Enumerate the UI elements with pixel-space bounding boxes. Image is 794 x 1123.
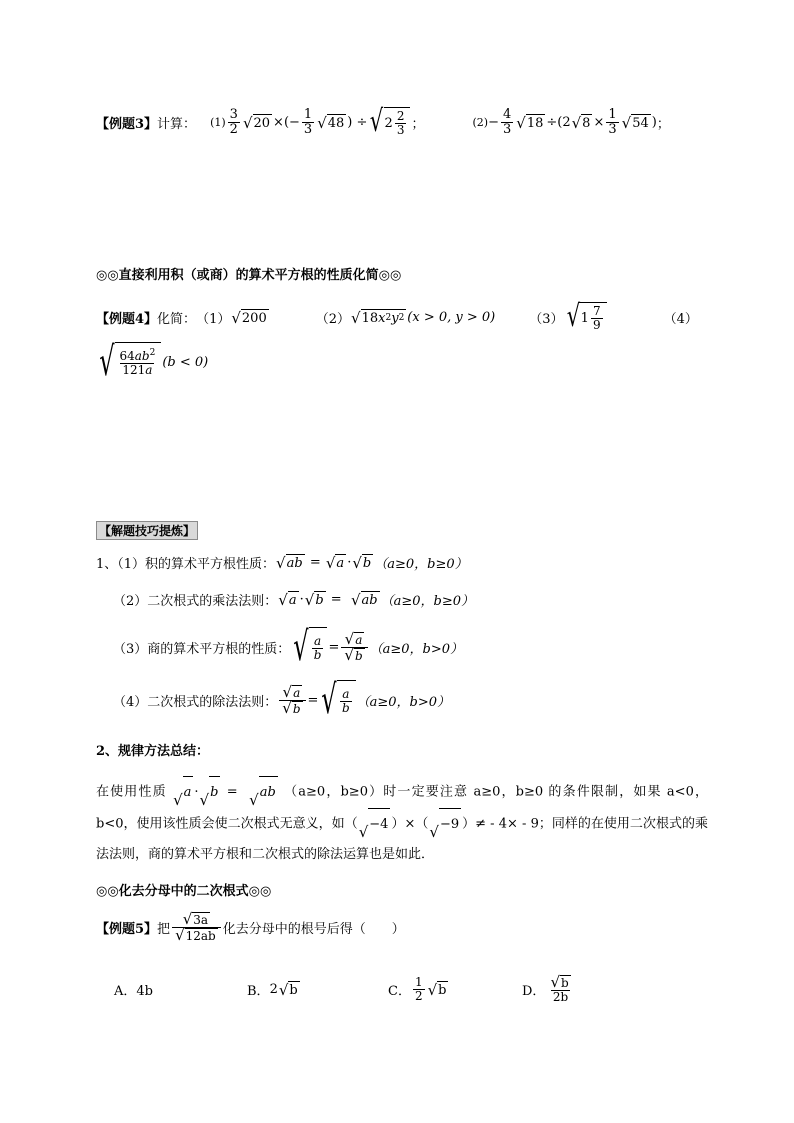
example-4-part4-formula: √ $\frac{64ab^2}{121a}$ (97, 342, 161, 382)
tips-title-row (96, 520, 198, 540)
example-3-lead: 计算： (157, 116, 197, 132)
example-4-part3-label: （3） (529, 311, 564, 327)
rule-summary-title: 2、规律方法总结： (96, 743, 210, 759)
tip-item-1-prefix: 1、（1）积的算术平方根性质： (96, 556, 276, 572)
example-4-part2-condition: (x > 0, y > 0) (407, 309, 496, 325)
section-title-simplify: ◎◎直接利用积（或商）的算术平方根的性质化简◎◎ (96, 267, 402, 283)
tip-item-2: （2）二次根式的乘法法则： √ a · √ b = √ ab （a≥0，b≥0） (113, 590, 474, 609)
example-3-semicolon-2: ； (656, 116, 670, 132)
tip-item-1: 1、（1）积的算术平方根性质： √ ab = √ a · √ b （a≥0，b≥0） (96, 553, 468, 572)
example-4-part2-label: （2） (315, 311, 351, 327)
tip-item-3: （3）商的算术平方根的性质： √ $\frac{a}{b}$ = √ a √ b （a≥0，b>0） (113, 624, 464, 670)
option-a[interactable]: A．4b (114, 983, 153, 999)
example-3-semicolon-1: ； (411, 116, 425, 132)
option-d[interactable]: D． √ b 2b (522, 972, 569, 1004)
tips-title: 【解题技巧提炼】 (96, 521, 198, 540)
tip-item-2-condition: （a≥0，b≥0） (380, 593, 474, 609)
example-5-line (96, 904, 405, 950)
option-c[interactable]: C． $\frac{1}{2}$ √ b (388, 974, 447, 1003)
example-4-lead: 化简： (157, 311, 197, 327)
example-4-label: 【例题4】 (96, 311, 158, 327)
example-3-part1-formula: $\frac{3}{2}$ √ 20 ×(− $\frac{1}{3}$ √ 48 ) ÷ √ 2 $\frac{2}{3}$ (226, 107, 412, 137)
example-4-part1-formula: √ 200 (231, 308, 267, 327)
section-title-rationalize: ◎◎化去分母中的二次根式◎◎ (96, 883, 272, 899)
example-3-label: 【例题3】 (96, 116, 158, 132)
example-4-part4-label: （4） (663, 311, 698, 327)
example-5-pre: 把 (157, 921, 171, 937)
example-3-part1-label: (1) (210, 115, 226, 129)
option-b[interactable]: B． 2 √ b (247, 980, 298, 999)
example-4-line (96, 300, 698, 334)
tip-item-2-prefix: （2）二次根式的乘法法则： (113, 593, 278, 609)
example-4-part4-line (96, 340, 208, 384)
tip-item-4-condition: （a≥0，b>0） (356, 694, 451, 710)
example-3-part2-formula: − $\frac{4}{3}$ √ 18 ÷(2 √ 8 × $\frac{1}{3}$ √ 54 ) (488, 106, 657, 137)
example-4-part4-condition: (b < 0) (162, 354, 209, 370)
tip-item-3-prefix: （3）商的算术平方根的性质： (113, 641, 291, 657)
example-5-label: 【例题5】 (96, 921, 158, 937)
tip-item-4-prefix: （4）二次根式的除法法则： (113, 694, 278, 710)
tip-item-1-condition: （a≥0，b≥0） (374, 556, 468, 572)
example-4-part1-label: （1） (196, 311, 231, 327)
example-5-expression: √ 3a √ 12ab (172, 912, 221, 943)
example-5-post: 化去分母中的根号后得（ ） (222, 921, 405, 937)
tip-item-3-condition: （a≥0，b>0） (369, 641, 464, 657)
example-3-line (96, 100, 670, 144)
example-4-part2-formula: √ 18 x 2 y 2 (351, 308, 405, 327)
example-4-part3-formula: √ 1 $\frac{7}{9}$ (565, 302, 607, 332)
tip-item-4: （4）二次根式的除法法则： √ a √ b = √ $\frac{a}{b}$ （a≥0，b>0） (113, 677, 451, 723)
rule-summary-paragraph: 在使用性质 √ a · √ b = √ ab （a≥0，b≥0）时一定要注意 a≥0，b≥0 的条件限制，如果 a<0，b<0，使用该性质会使二次根式无意义，如（ √ −4 ）×（ √ −9 ）≠ - 4× - 9；同样的在使用二次根式的乘法法则，商的算术平方根和二次根式的除法运算也是如此． (96, 776, 708, 870)
example-3-part2-label: (2) (472, 115, 489, 129)
